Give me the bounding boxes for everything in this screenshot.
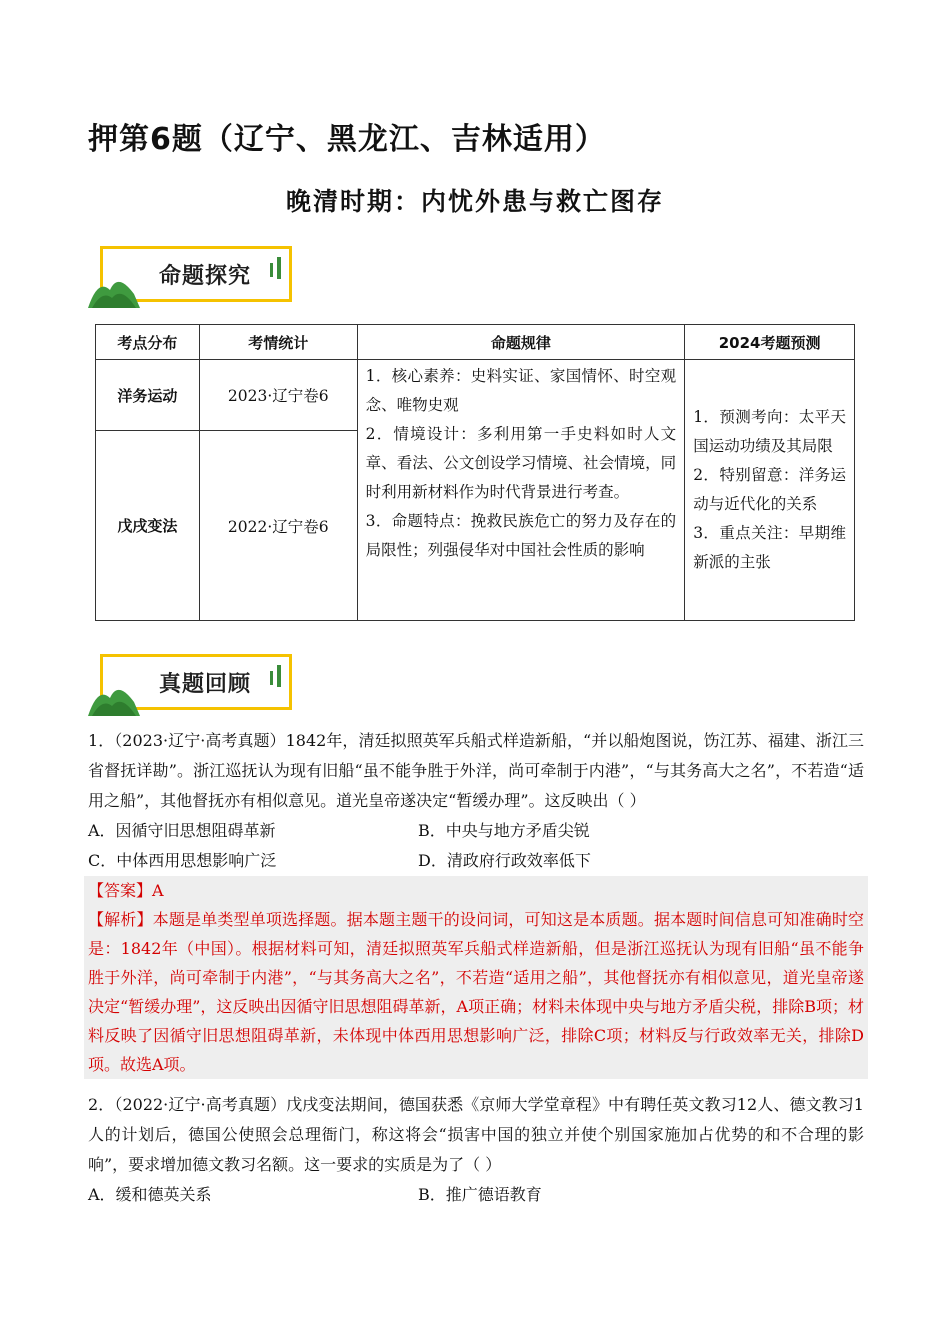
topic-cell: 洋务运动	[96, 360, 200, 431]
page-subtitle: 晚清时期：内忧外患与救亡图存	[285, 187, 664, 216]
page-title: 押第6题（辽宁、黑龙江、吉林适用）	[88, 122, 606, 157]
hill-icon	[88, 268, 140, 308]
option-a: A．缓和德英关系	[88, 1185, 212, 1204]
question-stem: 2．（2022·辽宁·高考真题）戊戌变法期间，德国获悉《京师大学堂章程》中有聘任英文教习12人、德文教习1人的计划后，德国公使照会总理衙门，称这将会“损害中国的独立并使个别国家施加占优势的和不合理的影响”，要求增加德文教习名额。这一要求的实质是为了（ ）	[88, 1095, 864, 1174]
option-b: B．推广德语教育	[418, 1185, 542, 1204]
pattern-cell	[357, 360, 685, 621]
analysis-text: 【解析】本题是单类型单项选择题。据本题主题干的设问词，可知这是本质题。据本题时间信息可知准确时空是：1842年（中国）。根据材料可知，清廷拟照英军兵船式样造新船，但是浙江巡抚认为现有旧船“虽不能争胜于外洋，尚可牵制于内港”，“与其务高大之名”，不若造“适用之船”，其他督抚亦有相似意见，道光皇帝遂决定“暂缓办理”，这反映出因循守旧思想阻碍革新，A项正确；材料未体现中央与地方矛盾尖税，排除B项；材料反映了因循守旧思想阻碍革新，未体现中体西用思想影响广泛，排除C项；材料反与行政效率无关，排除D项。故选A项。	[88, 910, 864, 1074]
banner-label: 命题探究	[159, 264, 252, 289]
table-header: 命题规律	[357, 325, 685, 360]
table-header: 考情统计	[199, 325, 357, 360]
option-b: B．中央与地方矛盾尖锐	[418, 821, 590, 840]
banner-accent	[270, 671, 273, 685]
forecast-item: 1．预测考向：太平天国运动功绩及其局限	[693, 408, 846, 455]
question-2	[88, 1090, 864, 1210]
question-1	[88, 726, 864, 1079]
banner-label: 真题回顾	[159, 672, 252, 697]
answer-box	[84, 876, 868, 1079]
table-header: 2024考题预测	[685, 325, 855, 360]
topic-cell: 戊戌变法	[96, 431, 200, 621]
banner-accent	[277, 665, 281, 687]
section-banner-explore	[88, 244, 298, 308]
stat-cell: 2023·辽宁卷6	[199, 360, 357, 431]
banner-accent	[277, 257, 281, 279]
option-row	[88, 816, 864, 846]
option-d: D．清政府行政效率低下	[418, 851, 591, 870]
table-header-row	[96, 325, 855, 360]
answer-line: 【答案】A	[88, 881, 164, 900]
forecast-item: 2．特别留意：洋务运动与近代化的关系	[693, 466, 846, 513]
pattern-item: 3．命题特点：挽救民族危亡的努力及存在的局限性；列强侵华对中国社会性质的影响	[365, 512, 677, 559]
table-header: 考点分布	[96, 325, 200, 360]
forecast-cell	[685, 360, 855, 621]
option-row	[88, 846, 864, 876]
section-banner-review	[88, 652, 298, 716]
forecast-item: 3．重点关注：早期维新派的主张	[693, 524, 846, 571]
table-row	[96, 360, 855, 431]
exam-analysis-table	[95, 324, 855, 621]
question-stem: 1．（2023·辽宁·高考真题）1842年，清廷拟照英军兵船式样造新船，“并以船炮图说，饬江苏、福建、浙江三省督抚详勘”。浙江巡抚认为现有旧船“虽不能争胜于外洋，尚可牵制于内港”，“与其务高大之名”，不若造“适用之船”，其他督抚亦有相似意见。道光皇帝遂决定“暂缓办理”。这反映出（ ）	[88, 731, 864, 810]
option-row	[88, 1180, 864, 1210]
hill-icon	[88, 676, 140, 716]
pattern-item: 2．情境设计：多利用第一手史料如时人文章、看法、公文创设学习情境、社会情境，同时利用新材料作为时代背景进行考查。	[365, 425, 677, 501]
stat-cell: 2022·辽宁卷6	[199, 431, 357, 621]
pattern-item: 1．核心素养：史料实证、家国情怀、时空观念、唯物史观	[365, 367, 677, 414]
banner-accent	[270, 263, 273, 277]
option-c: C．中体西用思想影响广泛	[88, 851, 277, 870]
option-a: A．因循守旧思想阻碍革新	[88, 821, 276, 840]
